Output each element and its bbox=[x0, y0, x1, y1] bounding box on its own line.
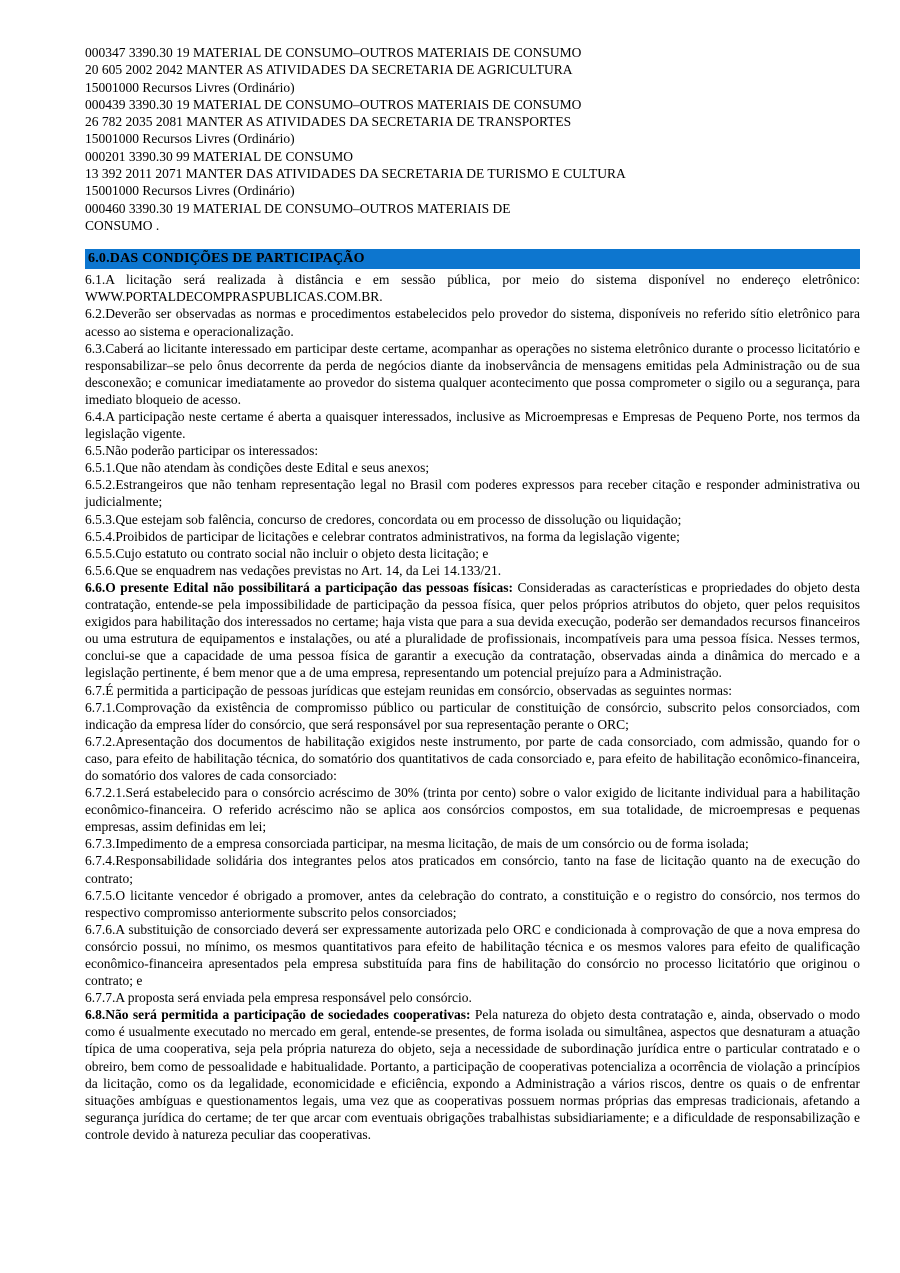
budget-line: 000201 3390.30 99 MATERIAL DE CONSUMO bbox=[85, 148, 354, 164]
paragraph: 6.5.2.Estrangeiros que não tenham representação legal no Brasil com poderes expressos para receber citação e responder administrativa ou judicialmente; bbox=[85, 477, 860, 510]
budget-line: 13 392 2011 2071 MANTER DAS ATIVIDADES DA SECRETARIA DE TURISMO E CULTURA bbox=[85, 166, 626, 182]
paragraph: 6.5.Não poderão participar os interessados: bbox=[85, 443, 319, 459]
paragraph-bold-lead: 6.8.Não será permitida a participação de sociedades cooperativas: bbox=[85, 1007, 471, 1023]
paragraph: 6.1.A licitação será realizada à distância e em sessão pública, por meio do sistema disponível no endereço eletrônico: WWW.PORTALDECOMPRASPUBLICAS.COM.BR. bbox=[85, 272, 860, 305]
budget-line: 15001000 Recursos Livres (Ordinário) bbox=[85, 79, 295, 95]
paragraph: 6.6.O presente Edital não possibilitará a participação das pessoas físicas: Consideradas as características e propriedades do objeto desta contratação, entende-se pela impossibilidade de participação da pessoa física, quer pelos próprios atributos do objeto, quer pelos requisitos exigidos para habilitação dos interessados no certame; haja vista que para a sua devida execução, poderão ser demandados recursos financeiros ou uma estrutura de equipamentos e instalações, ou até a pluralidade de profissionais, incompatíveis para uma pessoa física. Nesses termos, conclui-se que a capacidade de uma pessoa física de garantir a execução da contratação, observadas ainda a dinâmica do mercado e a legislação pertinente, é bem menor que a de uma empresa, representando um potencial prejuízo para a Administração. bbox=[85, 579, 860, 681]
budget-line: 20 605 2002 2042 MANTER AS ATIVIDADES DA SECRETARIA DE AGRICULTURA bbox=[85, 62, 573, 78]
paragraph: 6.5.4.Proibidos de participar de licitações e celebrar contratos administrativos, na forma da legislação vigente; bbox=[85, 528, 680, 544]
paragraph: 6.4.A participação neste certame é aberta a quaisquer interessados, inclusive as Microempresas e Empresas de Pequeno Porte, nos termos da legislação vigente. bbox=[85, 409, 860, 442]
paragraph: 6.7.7.A proposta será enviada pela empresa responsável pelo consórcio. bbox=[85, 990, 472, 1006]
budget-line: 000347 3390.30 19 MATERIAL DE CONSUMO–OUTROS MATERIAIS DE CONSUMO bbox=[85, 45, 582, 60]
paragraph: 6.5.3.Que estejam sob falência, concurso de credores, concordata ou em processo de dissolução ou liquidação; bbox=[85, 511, 682, 527]
paragraph: 6.2.Deverão ser observadas as normas e procedimentos estabelecidos pelo provedor do sistema, disponíveis no referido sítio eletrônico para acesso ao sistema e operacionalização. bbox=[85, 306, 860, 339]
document-paragraphs bbox=[85, 271, 860, 1143]
paragraph: 6.3.Caberá ao licitante interessado em participar deste certame, acompanhar as operações no sistema eletrônico durante o processo licitatório e responsabilizar–se pelo ônus decorrente da perda de negócios diante da inobservância de mensagens emitidas pela Administração ou de sua desconexão; e comunicar imediatamente ao provedor do sistema qualquer acontecimento que possa comprometer o sigilo ou a segurança, para imediato bloqueio de acesso. bbox=[85, 340, 860, 407]
paragraph: 6.7.1.Comprovação da existência de compromisso público ou particular de constituição de consórcio, subscrito pelos consorciados, com indicação da empresa líder do consórcio, que será responsável por sua representação perante o ORC; bbox=[85, 699, 860, 732]
paragraph: 6.5.5.Cujo estatuto ou contrato social não incluir o objeto desta licitação; e bbox=[85, 545, 489, 561]
page-content bbox=[85, 44, 860, 1143]
paragraph: 6.5.6.Que se enquadrem nas vedações previstas no Art. 14, da Lei 14.133/21. bbox=[85, 562, 502, 578]
paragraph: 6.7.4.Responsabilidade solidária dos integrantes pelos atos praticados em consórcio, tanto na fase de licitação quanto na de execução do contrato; bbox=[85, 853, 860, 886]
paragraph: 6.7.2.1.Será estabelecido para o consórcio acréscimo de 30% (trinta por cento) sobre o valor exigido de licitante individual para a habilitação econômico-financeira. O referido acréscimo não se aplica aos consórcios compostos, em sua totalidade, de microempresas e pequenas empresas, assim definidas em lei; bbox=[85, 785, 860, 835]
paragraph: 6.7.3.Impedimento de a empresa consorciada participar, na mesma licitação, de mais de um consórcio ou de forma isolada; bbox=[85, 836, 749, 852]
budget-line: 000460 3390.30 19 MATERIAL DE CONSUMO–OUTROS MATERIAIS DE bbox=[85, 200, 511, 216]
budget-line: 15001000 Recursos Livres (Ordinário) bbox=[85, 131, 295, 147]
paragraph: 6.7.6.A substituição de consorciado deverá ser expressamente autorizada pelo ORC e condicionada à comprovação de que a nova empresa do consórcio possui, no mínimo, os mesmos quantitativos para efeito de habilitação técnica e os mesmos valores para efeito de qualificação econômico-financeira apresentados pela empresa substituída para fins de habilitação do consórcio no processo licitatório que originou o contrato; e bbox=[85, 921, 860, 989]
paragraph: 6.7.2.Apresentação dos documentos de habilitação exigidos neste instrumento, por parte de cada consorciado, com admissão, quando for o caso, para efeito de habilitação técnica, do somatório dos quantitativos de cada consorciado e, para efeito de habilitação econômico-financeira, do somatório dos valores de cada consorciado: bbox=[85, 733, 860, 783]
paragraph: 6.5.1.Que não atendam às condições deste Edital e seus anexos; bbox=[85, 460, 430, 476]
paragraph: 6.8.Não será permitida a participação de sociedades cooperativas: Pela natureza do objeto desta contratação e, ainda, observado o modo como é usualmente executado no mercado em geral, entende-se presentes, de forma isolada ou simultânea, aspectos que desnaturam a atuação típica de uma cooperativa, seja pela própria natureza do objeto, seja a necessidade de subordinação jurídica entre o particular contratado e o obreiro, bem como de pessoalidade e habitualidade. Portanto, a participação de cooperativas potencializa a ocorrência de violação a princípios da licitação, como os da legalidade, economicidade e eficiência, expondo a Administração a vários riscos, dentre os quais o de enfrentar situações ambíguas e questionamentos legais, uma vez que as cooperativas possuem normas próprias das empresas tradicionais, afetando a segurança jurídica do certame; de ter que arcar com eventuais obrigações trabalhistas subsidiariamente; e a dificuldade de responsabilização e controle devido à natureza peculiar das cooperativas. bbox=[85, 1007, 860, 1142]
budget-block bbox=[85, 44, 860, 234]
budget-line: 15001000 Recursos Livres (Ordinário) bbox=[85, 183, 295, 199]
budget-line: CONSUMO . bbox=[85, 217, 160, 233]
budget-line: 26 782 2035 2081 MANTER AS ATIVIDADES DA SECRETARIA DE TRANSPORTES bbox=[85, 114, 572, 130]
paragraph-bold-lead: 6.6.O presente Edital não possibilitará a participação das pessoas físicas: bbox=[85, 579, 513, 595]
paragraph: 6.7.5.O licitante vencedor é obrigado a promover, antes da celebração do contrato, a constituição e o registro do consórcio, nos termos do respectivo compromisso anteriormente subscrito pelos consorciados; bbox=[85, 887, 860, 920]
budget-line: 000439 3390.30 19 MATERIAL DE CONSUMO–OUTROS MATERIAIS DE CONSUMO bbox=[85, 96, 582, 112]
paragraph: 6.7.É permitida a participação de pessoas jurídicas que estejam reunidas em consórcio, observadas as seguintes normas: bbox=[85, 682, 733, 698]
section-header-bar: 6.0.DAS CONDIÇÕES DE PARTICIPAÇÃO bbox=[85, 249, 860, 269]
